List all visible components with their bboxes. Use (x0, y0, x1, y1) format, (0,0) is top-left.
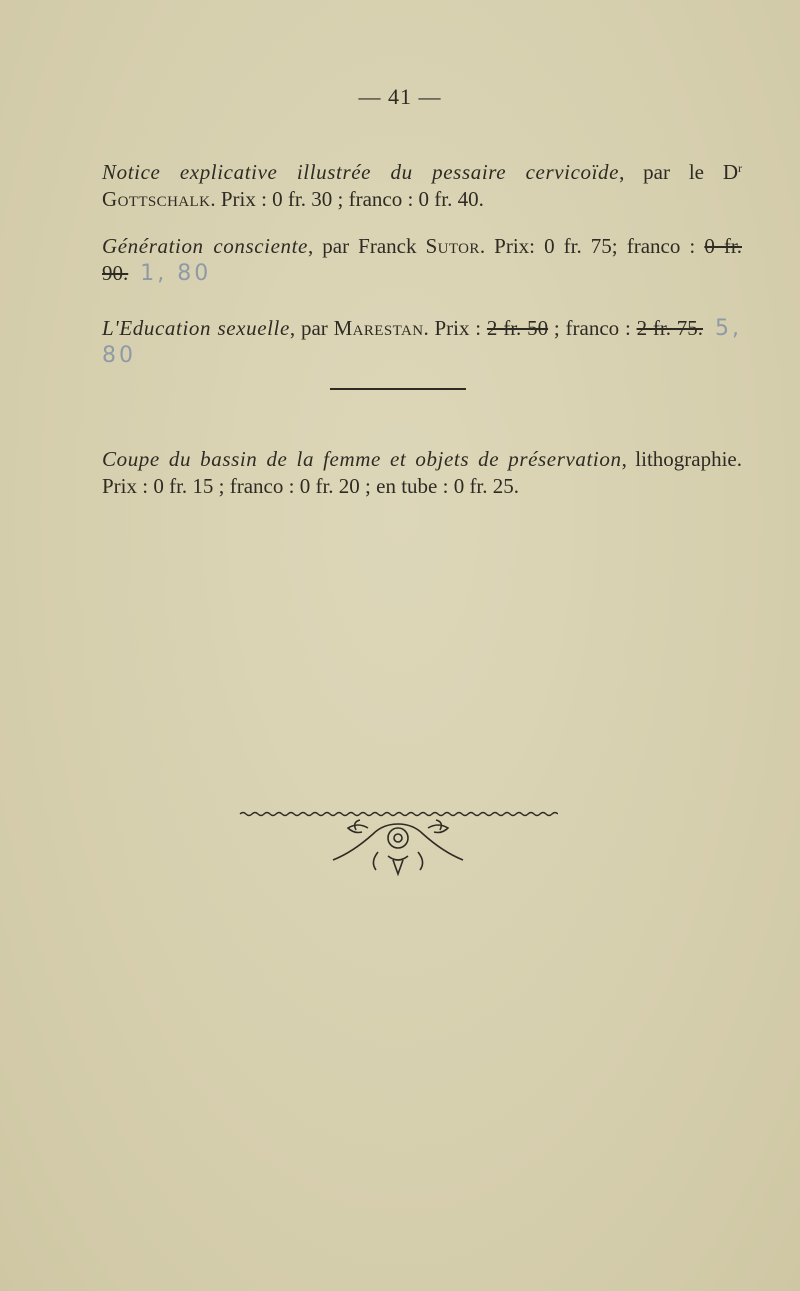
entry-author: Gottschalk (102, 187, 211, 211)
section-divider (330, 388, 466, 390)
entry-title: Génération consciente (102, 234, 308, 258)
entry-title: L'Education sexuelle (102, 316, 290, 340)
struck-price: 0 fr. 90. (102, 234, 742, 285)
struck-price: 2 fr. 75. (636, 316, 703, 340)
catalog-entry-education: L'Education sexuelle, par Marestan. Prix : 2 fr. 50 ; franco : 2 fr. 75. 5, 80 (102, 316, 742, 368)
pencil-annotation: 1, 80 (140, 261, 212, 286)
catalog-entry-generation: Génération consciente, par Franck Sutor. Prix: 0 fr. 75; franco : 0 fr. 90. 1, 80 (102, 234, 742, 286)
entry-title: Coupe du bassin de la femme et objets de préservation (102, 447, 622, 471)
page-number: — 41 — (358, 84, 442, 109)
entry-author: Sutor (425, 234, 480, 258)
catalog-entry-coupe: Coupe du bassin de la femme et objets de préservation, lithographie. Prix : 0 fr. 15 ; franco : 0 fr. 20 ; en tube : 0 fr. 25. (102, 447, 742, 498)
pencil-annotation: 5, 80 (102, 316, 742, 368)
entry-prices: . Prix : 0 fr. 30 ; franco : 0 fr. 40. (210, 187, 484, 211)
entry-author: Marestan (333, 316, 424, 340)
struck-price: 2 fr. 50 (486, 316, 549, 340)
entry-title: Notice explicative illustrée du pessaire cervicoïde (102, 160, 620, 184)
ornament-tailpiece-icon (238, 808, 558, 878)
catalog-entry-notice: Notice explicative illustrée du pessaire cervicoïde, par le $D^r$ Gottschalk. Prix : 0 fr. 30 ; franco : 0 fr. 40. (102, 160, 742, 211)
